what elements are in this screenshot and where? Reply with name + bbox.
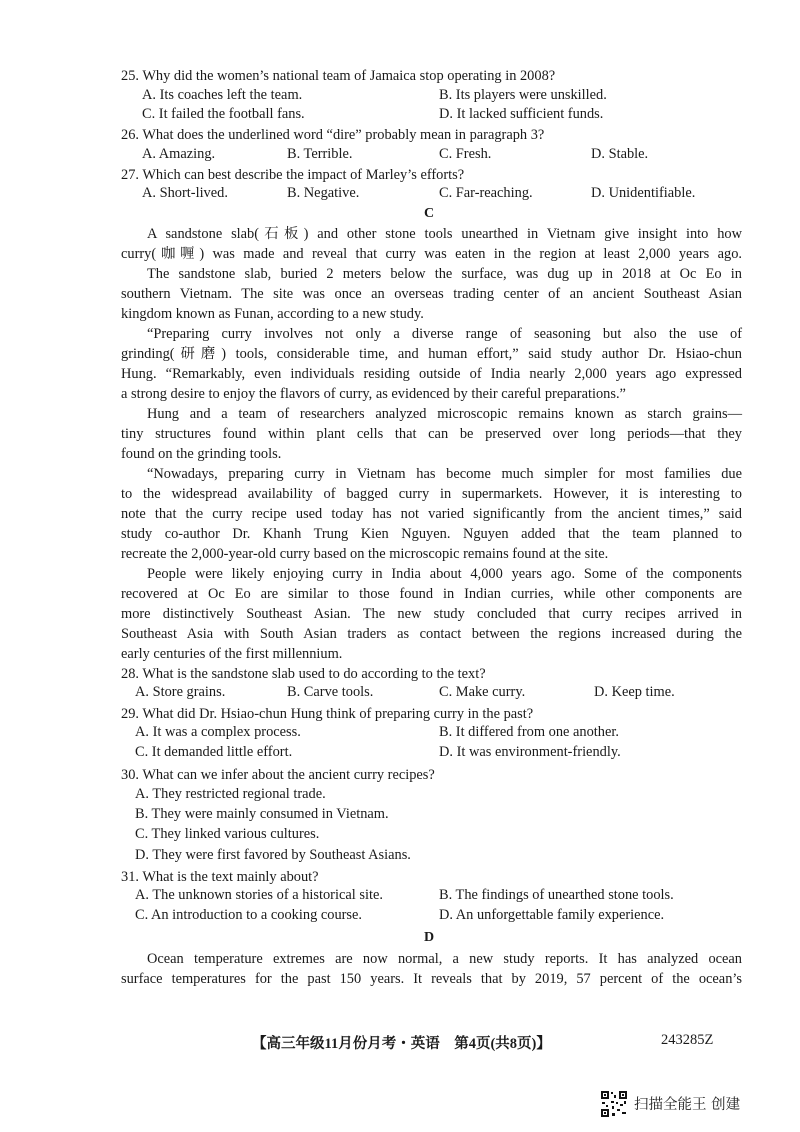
- question-30-stem: 30. What can we infer about the ancient curry recipes?: [121, 767, 435, 783]
- q25-option-d: D. It lacked sufficient funds.: [439, 106, 604, 122]
- passage-c-p4-line2: tiny structures found within plant cells that can be preserved over long periods—that they: [121, 426, 742, 442]
- q31-option-d: D. An unforgettable family experience.: [439, 907, 665, 923]
- q25-option-a: A. Its coaches left the team.: [142, 87, 303, 103]
- q30-option-a: A. They restricted regional trade.: [135, 786, 326, 802]
- passage-c-p3-line2: grinding(研磨) tools, considerable time, and human effort,” said study author Dr. Hsiao-chun: [121, 346, 742, 362]
- passage-c-p3-line3: Hung. “Remarkably, even individuals residing outside of India nearly 2,000 years ago expressed: [121, 366, 742, 382]
- q31-option-a: A. The unknown stories of a historical site.: [135, 887, 383, 903]
- q30-option-b: B. They were mainly consumed in Vietnam.: [135, 806, 389, 822]
- question-25-stem: 25. Why did the women’s national team of Jamaica stop operating in 2008?: [121, 68, 556, 84]
- passage-c-p6-line5: early centuries of the first millennium.: [121, 646, 343, 662]
- passage-c-p2-line2: southern Vietnam. The site was once an overseas trading center of an ancient Southeast Asian: [121, 286, 742, 302]
- question-29-stem: 29. What did Dr. Hsiao-chun Hung think of preparing curry in the past?: [121, 706, 534, 722]
- q29-option-b: B. It differed from one another.: [439, 724, 619, 740]
- passage-c-p5-line3: note that the curry recipe used today has not varied significantly from the ancient times,” said: [121, 506, 742, 522]
- q27-option-d: D. Unidentifiable.: [591, 185, 696, 201]
- q27-option-b: B. Negative.: [287, 185, 360, 201]
- exam-code: 243285Z: [661, 1032, 714, 1048]
- passage-c-p2-line3: kingdom known as Funan, according to a new study.: [121, 306, 424, 322]
- q29-option-a: A. It was a complex process.: [135, 724, 301, 740]
- passage-c-p4-line3: found on the grinding tools.: [121, 446, 282, 462]
- passage-c-p1-line1: A sandstone slab(石板) and other stone tools unearthed in Vietnam give insight into how: [147, 226, 742, 242]
- q29-option-c: C. It demanded little effort.: [135, 744, 293, 760]
- passage-c-p1-line2: curry(咖喱) was made and reveal that curry was eaten in the region at least 2,000 years ago.: [121, 246, 742, 262]
- q30-option-d: D. They were first favored by Southeast Asians.: [135, 847, 411, 863]
- section-d-heading: D: [424, 930, 435, 945]
- passage-c-p3-line4: a strong desire to enjoy the flavors of curry, as evidenced by their careful preparations.”: [121, 386, 626, 402]
- scanner-watermark: 扫描全能王 创建: [634, 1097, 741, 1113]
- section-c-heading: C: [424, 206, 435, 221]
- q27-option-a: A. Short-lived.: [142, 185, 228, 201]
- passage-d-line2: surface temperatures for the past 150 years. It reveals that by 2019, 57 percent of the ocean’s: [121, 971, 742, 987]
- passage-d-line1: Ocean temperature extremes are now normal, a new study reports. It has analyzed ocean: [147, 951, 742, 967]
- passage-c-p6-line1: People were likely enjoying curry in India about 4,000 years ago. Some of the components: [147, 566, 742, 582]
- question-27-stem: 27. Which can best describe the impact of Marley’s efforts?: [121, 167, 465, 183]
- q25-option-b: B. Its players were unskilled.: [439, 87, 607, 103]
- q27-option-c: C. Far-reaching.: [439, 185, 533, 201]
- passage-c-p2-line1: The sandstone slab, buried 2 meters below the surface, was dug up in 2018 at Oc Eo in: [147, 266, 742, 282]
- q28-option-a: A. Store grains.: [135, 684, 226, 700]
- q30-option-c: C. They linked various cultures.: [135, 826, 320, 842]
- passage-c-p4-line1: Hung and a team of researchers analyzed microscopic remains known as starch grains—: [147, 406, 742, 422]
- q26-option-a: A. Amazing.: [142, 146, 216, 162]
- passage-c-p3-line1: “Preparing curry involves not only a diverse range of seasoning but also the use of: [147, 326, 742, 342]
- passage-c-p5-line5: recreate the 2,000-year-old curry based on the microscopic remains found at the site.: [121, 546, 609, 562]
- passage-c-p6-line4: Southeast Asia with South Asian traders as contact between the regions increased during the: [121, 626, 742, 642]
- q26-option-d: D. Stable.: [591, 146, 649, 162]
- q26-option-c: C. Fresh.: [439, 146, 492, 162]
- passage-c-p5-line2: to the widespread availability of bagged curry in supermarkets. However, it is interesting to: [121, 486, 742, 502]
- passage-c-p5-line1: “Nowadays, preparing curry in Vietnam has become much simpler for most families due: [147, 466, 742, 482]
- exam-footer: 【高三年级11月份月考・英语 第4页(共8页)】: [252, 1036, 551, 1052]
- q29-option-d: D. It was environment-friendly.: [439, 744, 621, 760]
- question-31-stem: 31. What is the text mainly about?: [121, 869, 319, 885]
- qr-code-icon: [600, 1090, 628, 1118]
- passage-c-p6-line3: more distinctively Southeast Asian. The new study concluded that curry recipes arrived in: [121, 606, 742, 622]
- q31-option-b: B. The findings of unearthed stone tools.: [439, 887, 674, 903]
- q28-option-c: C. Make curry.: [439, 684, 526, 700]
- passage-c-p5-line4: study co-author Dr. Khanh Trung Kien Nguyen. Nguyen added that the team planned to: [121, 526, 742, 542]
- question-26-stem: 26. What does the underlined word “dire” probably mean in paragraph 3?: [121, 127, 545, 143]
- question-28-stem: 28. What is the sandstone slab used to do according to the text?: [121, 666, 486, 682]
- q28-option-d: D. Keep time.: [594, 684, 675, 700]
- q28-option-b: B. Carve tools.: [287, 684, 374, 700]
- q25-option-c: C. It failed the football fans.: [142, 106, 305, 122]
- q31-option-c: C. An introduction to a cooking course.: [135, 907, 363, 923]
- passage-c-p6-line2: recovered at Oc Eo are similar to those found in Indian curries, while other components are: [121, 586, 742, 602]
- q26-option-b: B. Terrible.: [287, 146, 353, 162]
